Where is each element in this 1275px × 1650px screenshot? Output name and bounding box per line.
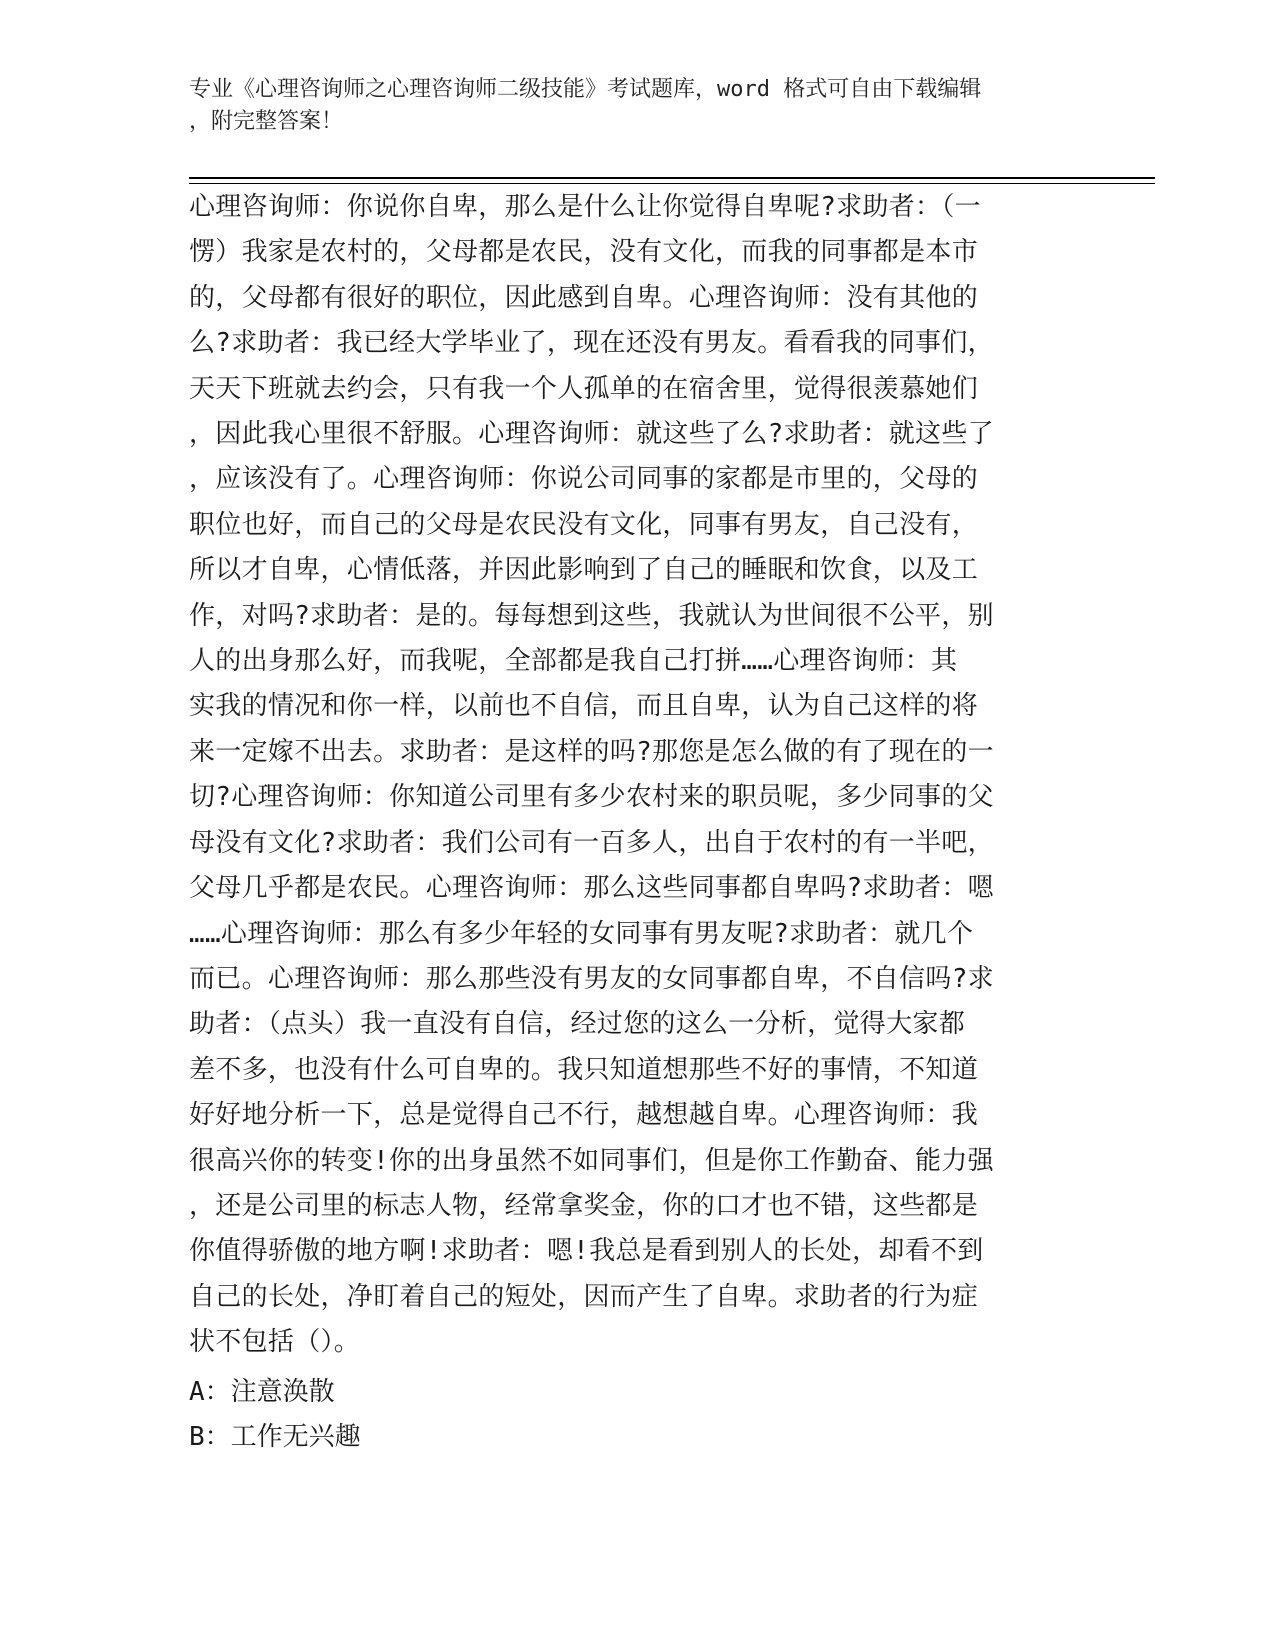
question-line: 你值得骄傲的地方啊!求助者：嗯!我总是看到别人的长处，却看不到: [189, 1236, 984, 1267]
question-line: 的，父母都有很好的职位，因此感到自卑。心理咨询师：没有其他的: [189, 282, 979, 313]
question-line: ……心理咨询师：那么有多少年轻的女同事有男友呢?求助者：就几个: [189, 918, 974, 949]
question-line: 好好地分析一下，总是觉得自己不行，越想越自卑。心理咨询师：我: [189, 1100, 979, 1131]
question-line: 心理咨询师：你说你自卑，那么是什么让你觉得自卑呢?求助者：（一: [189, 192, 981, 222]
question-line: 状不包括（）。: [189, 1327, 361, 1358]
question-line: ，应该没有了。心理咨询师：你说公司同事的家都是市里的，父母的: [189, 464, 979, 495]
question-line: 实我的情况和你一样，以前也不自信，而且自卑，认为自己这样的将: [189, 691, 979, 722]
question-line: ，还是公司里的标志人物，经常拿奖金，你的口才也不错，这些都是: [189, 1190, 979, 1221]
question-line: 所以才自卑，心情低落，并因此影响到了自己的睡眠和饮食，以及工: [189, 555, 979, 586]
question-line: 自己的长处，净盯着自己的短处，因而产生了自卑。求助者的行为症: [189, 1281, 979, 1312]
question-line: 切?心理咨询师：你知道公司里有多少农村来的职员呢，多少同事的父: [189, 782, 994, 813]
option-b: B：工作无兴趣: [189, 1422, 361, 1453]
question-line: 愣）我家是农村的，父母都是农民，没有文化，而我的同事都是本市: [189, 237, 979, 268]
header-line-1: 专业《心理咨询师之心理咨询师二级技能》考试题库，word 格式可自由下载编辑: [189, 77, 982, 102]
question-line: 助者：（点头）我一直没有自信，经过您的这么一分析，觉得大家都: [189, 1009, 966, 1040]
question-line: 来一定嫁不出去。求助者：是这样的吗?那您是怎么做的有了现在的一: [189, 736, 994, 767]
header-rule-thick: [189, 177, 1155, 179]
question-line: 么?求助者：我已经大学毕业了，现在还没有男友。看看我的同事们，: [189, 328, 994, 359]
option-a: A：注意涣散: [189, 1377, 335, 1407]
question-line: 差不多，也没有什么可自卑的。我只知道想那些不好的事情，不知道: [189, 1054, 979, 1085]
question-line: 作，对吗?求助者：是的。每每想到这些，我就认为世间很不公平，别: [189, 600, 994, 631]
question-line: 天天下班就去约会，只有我一个人孤单的在宿舍里，觉得很羡慕她们: [189, 373, 979, 404]
answer-options: [189, 1370, 1089, 1461]
header-line-2: ，附完整答案！: [189, 109, 344, 134]
question-body: [189, 185, 1089, 1366]
question-line: 职位也好，而自己的父母是农民没有文化，同事有男友，自己没有，: [189, 509, 979, 540]
question-line: 很高兴你的转变!你的出身虽然不如同事们，但是你工作勤奋、能力强: [189, 1145, 994, 1176]
question-line: ，因此我心里很不舒服。心理咨询师：就这些了么?求助者：就这些了: [189, 419, 994, 450]
question-line: 人的出身那么好，而我呢，全部都是我自己打拼……心理咨询师：其: [189, 646, 958, 677]
question-line: 而已。心理咨询师：那么那些没有男友的女同事都自卑，不自信吗?求: [189, 963, 994, 994]
document-header: [189, 74, 1069, 138]
question-line: 母没有文化?求助者：我们公司有一百多人，出自于农村的有一半吧，: [189, 827, 994, 858]
header-rule-thin: [189, 183, 1155, 184]
question-line: 父母几乎都是农民。心理咨询师：那么这些同事都自卑吗?求助者：嗯: [189, 873, 994, 904]
